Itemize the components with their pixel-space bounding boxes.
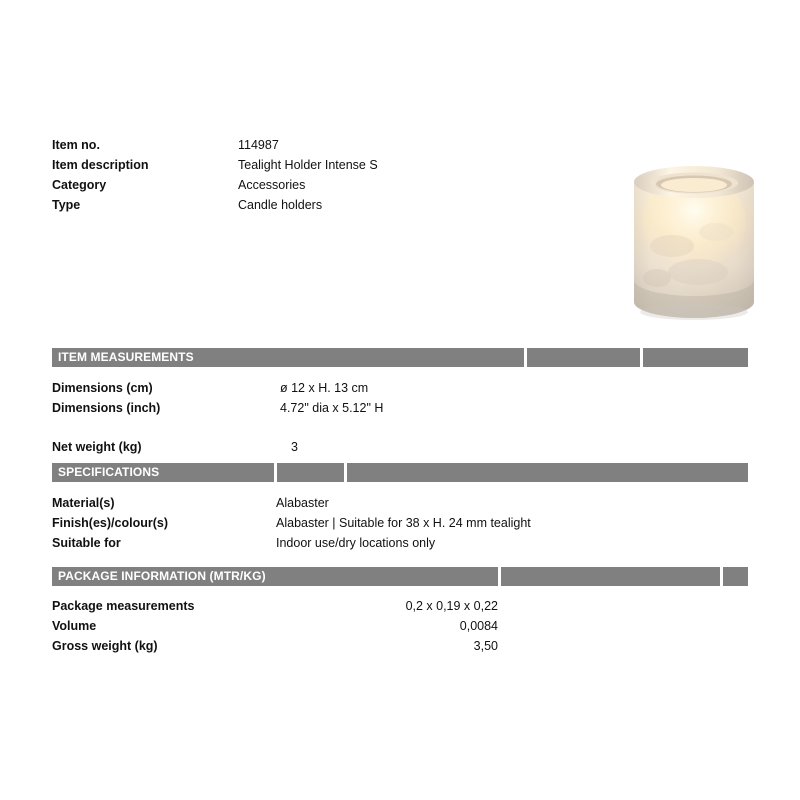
tealight-holder-illustration (624, 160, 764, 332)
materials-value: Alabaster (276, 496, 329, 510)
type-label: Type (52, 198, 81, 212)
package-measurements-value: 0,2 x 0,19 x 0,22 (405, 599, 498, 613)
finish-colour-value: Alabaster | Suitable for 38 x H. 24 mm tealight (276, 516, 531, 530)
table-row (52, 401, 748, 421)
volume-label: Volume (52, 619, 97, 633)
band-divider (720, 567, 723, 586)
package-information-rows (52, 599, 748, 659)
item-description-label: Item description (52, 158, 149, 172)
product-image (624, 160, 764, 332)
section-header-specifications (52, 463, 748, 482)
table-row (52, 496, 748, 516)
table-row (52, 639, 748, 659)
finish-colour-label: Finish(es)/colour(s) (52, 516, 168, 530)
gross-weight-label: Gross weight (kg) (52, 639, 158, 653)
table-row-spacer (52, 421, 748, 440)
band-divider (524, 348, 527, 367)
dimensions-cm-value: ø 12 x H. 13 cm (280, 381, 369, 395)
table-row (52, 440, 748, 460)
item-header-row (52, 158, 572, 178)
net-weight-value: 3 (291, 440, 298, 454)
item-no-value: 114987 (238, 138, 279, 152)
net-weight-label: Net weight (kg) (52, 440, 142, 454)
suitable-for-label: Suitable for (52, 536, 121, 550)
dimensions-inch-value: 4.72" dia x 5.12" H (280, 401, 384, 415)
section-header-item-measurements (52, 348, 748, 367)
section-title: SPECIFICATIONS (58, 465, 160, 479)
band-divider (344, 463, 347, 482)
specifications-rows (52, 496, 748, 556)
dimensions-cm-label: Dimensions (cm) (52, 381, 153, 395)
item-header-row (52, 198, 572, 218)
package-measurements-label: Package measurements (52, 599, 195, 613)
table-row (52, 599, 748, 619)
table-row (52, 619, 748, 639)
section-header-package-information (52, 567, 748, 586)
gross-weight-value: 3,50 (473, 639, 498, 653)
table-row (52, 516, 748, 536)
category-label: Category (52, 178, 107, 192)
table-row (52, 381, 748, 401)
item-measurements-rows (52, 381, 748, 460)
dimensions-inch-label: Dimensions (inch) (52, 401, 161, 415)
band-divider (640, 348, 643, 367)
type-value: Candle holders (238, 198, 323, 212)
item-description-value: Tealight Holder Intense S (238, 158, 378, 172)
item-header-block (52, 138, 572, 218)
item-no-label: Item no. (52, 138, 100, 152)
item-header-row (52, 178, 572, 198)
category-value: Accessories (238, 178, 306, 192)
volume-value: 0,0084 (459, 619, 498, 633)
band-divider (274, 463, 277, 482)
section-title: PACKAGE INFORMATION (MTR/KG) (58, 569, 266, 583)
table-row (52, 536, 748, 556)
suitable-for-value: Indoor use/dry locations only (276, 536, 436, 550)
materials-label: Material(s) (52, 496, 115, 510)
band-divider (498, 567, 501, 586)
item-header-row (52, 138, 572, 158)
section-title: ITEM MEASUREMENTS (58, 350, 194, 364)
